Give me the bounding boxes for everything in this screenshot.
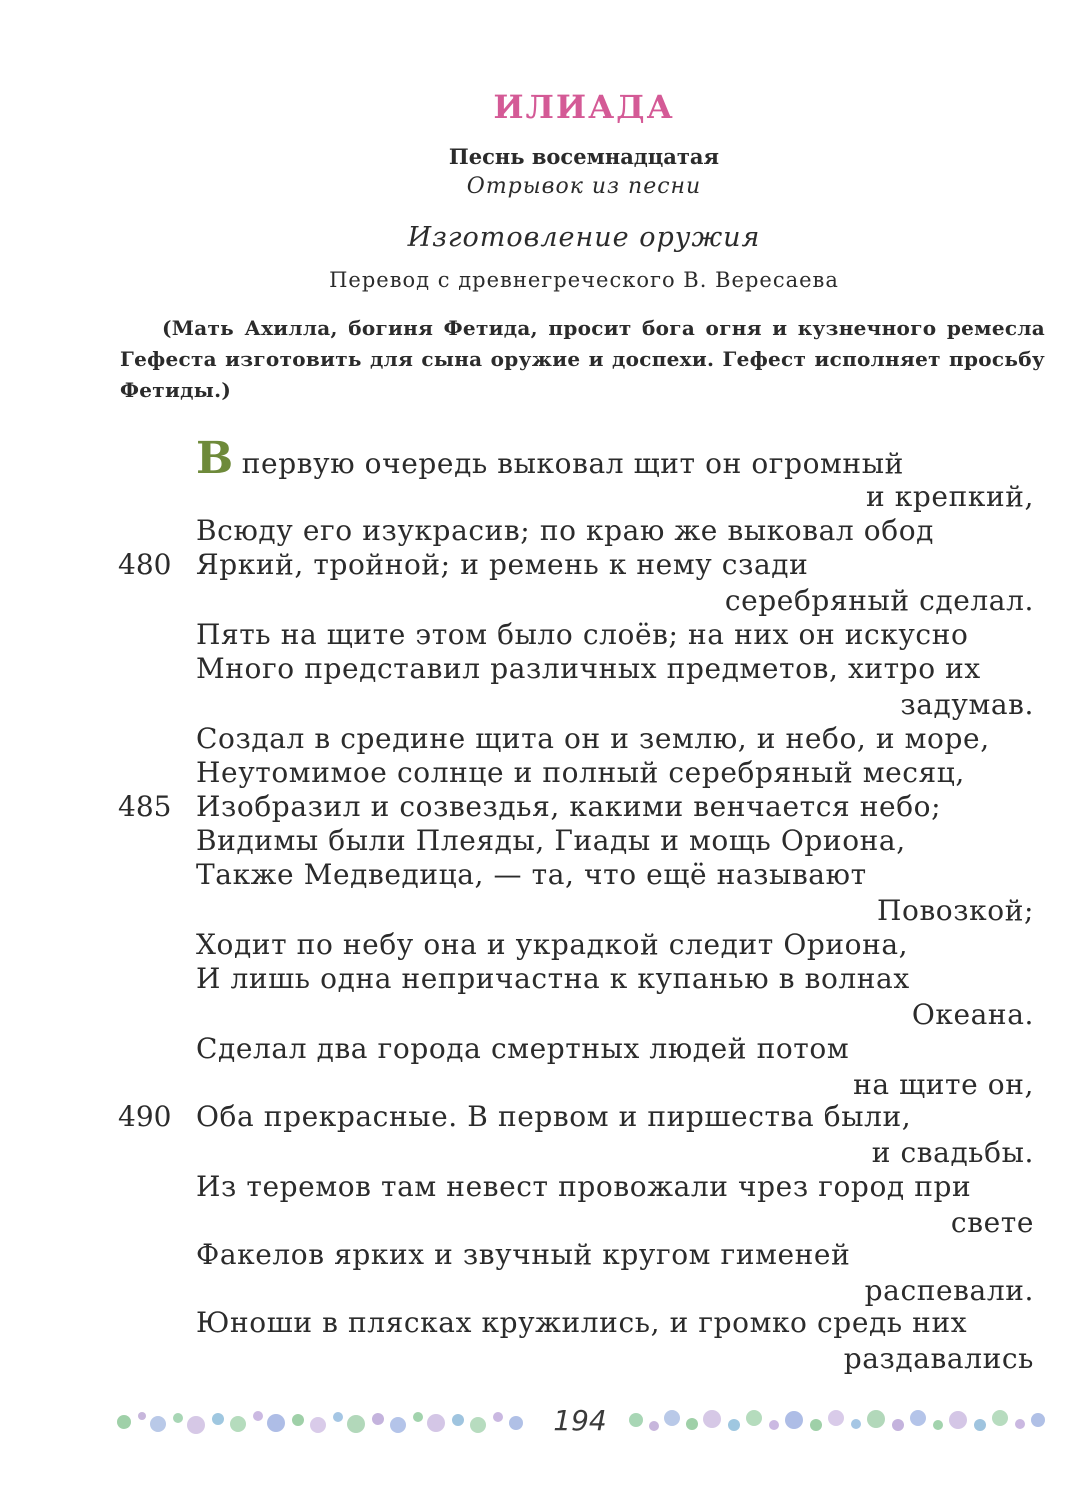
poem-line-continuation: задумав. <box>900 688 1034 721</box>
poem-line: Пять на щите этом было слоёв; на них он искусно <box>196 618 969 651</box>
decorative-dots-left <box>112 1402 527 1442</box>
poem-line: И лишь одна непричастна к купанью в волнах <box>196 962 910 995</box>
poem-line: Много представил различных предметов, хитро их <box>196 652 981 685</box>
poem-line-continuation: Повозкой; <box>876 894 1034 927</box>
line-number: 490 <box>118 1100 172 1133</box>
translation-credit: Перевод с древнегреческого В. Вересаева <box>329 268 839 292</box>
poem-line-continuation: серебряный сделал. <box>724 584 1034 617</box>
poem-line: Факелов ярких и звучный кругом гименей <box>196 1238 851 1271</box>
song-heading: Песнь восемнадцатая <box>448 144 720 169</box>
poem-line: Всюду его изукрасив; по краю же выковал обод <box>196 514 935 547</box>
poem-line: Оба прекрасные. В первом и пиршества были, <box>196 1100 912 1133</box>
poem-line: Создал в средине щита он и землю, и небо, и море, <box>196 722 990 755</box>
poem-line-first <box>196 433 904 484</box>
poem-line: Сделал два города смертных людей потом <box>196 1032 850 1065</box>
line-number: 480 <box>118 548 172 581</box>
poem-line: Яркий, тройной; и ремень к нему сзади <box>196 548 809 581</box>
poem-line: Юноши в плясках кружились, и громко средь них <box>196 1306 968 1339</box>
poem-line-continuation: раздавались <box>843 1342 1034 1375</box>
decorative-dots-right <box>624 1402 1052 1442</box>
excerpt-note: Отрывок из песни <box>466 174 702 199</box>
poem-line-continuation: распевали. <box>864 1274 1034 1307</box>
poem-line: Ходит по небу она и украдкой следит Ориона, <box>196 928 909 961</box>
drop-cap: В <box>196 433 234 484</box>
poem-line-continuation: на щите он, <box>853 1068 1034 1101</box>
page-footer <box>112 1402 1052 1442</box>
poem-line-continuation: и свадьбы. <box>871 1136 1034 1169</box>
poem-line-continuation: свете <box>950 1206 1034 1239</box>
poem-line-continuation: Океана. <box>911 998 1034 1031</box>
section-subtitle: Изготовление оружия <box>407 222 761 253</box>
page-number: 194 <box>553 1404 607 1437</box>
intro-paragraph: (Мать Ахилла, богиня Фетида, просит бога огня и кузнечного ремесла Гефеста изготовить для сына оружие и доспехи. Гефест исполняет просьбу Фетиды.) <box>120 316 1045 402</box>
work-title: ИЛИАДА <box>493 88 675 126</box>
poem-line: Неутомимое солнце и полный серебряный месяц, <box>196 756 965 789</box>
poem-line: Из теремов там невест провожали чрез город при <box>196 1170 972 1203</box>
poem-line: первую очередь выковал щит он огромный <box>241 447 904 480</box>
line-number: 485 <box>118 790 172 823</box>
poem-line: Изобразил и созвездья, какими венчается небо; <box>196 790 942 823</box>
poem-line: Видимы были Плеяды, Гиады и мощь Ориона, <box>196 824 906 857</box>
poem-line: Также Медведица, — та, что ещё называют <box>196 858 867 891</box>
poem-line-continuation: и крепкий, <box>866 480 1034 513</box>
